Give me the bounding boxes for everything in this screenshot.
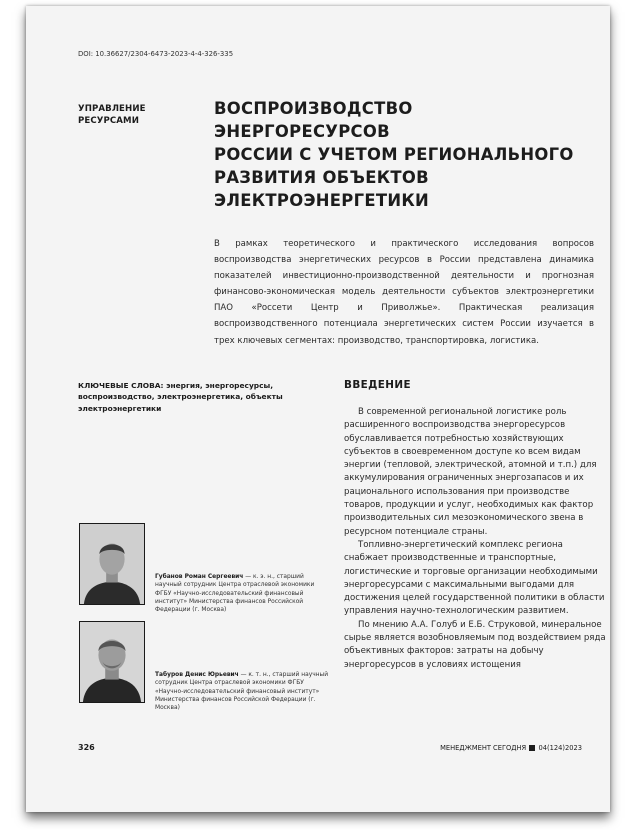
author-photo — [79, 523, 145, 605]
title-line: ВОСПРОИЗВОДСТВО ЭНЕРГОРЕСУРСОВ — [214, 99, 413, 141]
section-heading: ВВЕДЕНИЕ — [344, 379, 411, 391]
journal-issue: 04(124)2023 — [538, 744, 582, 752]
rubric — [78, 104, 146, 127]
rubric-line: РЕСУРСАМИ — [78, 115, 140, 126]
portrait-image — [80, 524, 144, 604]
title-line: РАЗВИТИЯ ОБЪЕКТОВ ЭЛЕКТРОЭНЕРГЕТИКИ — [214, 168, 430, 210]
author-name: Губанов Роман Сергеевич — [155, 574, 244, 580]
body-paragraph: В современной региональной логистике роль расширенного воспроизводства энергоресурсов обуславливается потребностью хозяйствующих субъектов в своевременном доступе ко всем видам энергии (тепловой, электрической, атомной и т.п.) для аккумулирования ограниченных энергозапасов и их рационального использования при производстве товаров, продукции и услуг, необходимых как фактор производительных сил мезоэкономического звена в ресурсном потенциале страны. — [344, 407, 597, 537]
author-description: — к. э. н., старший научный сотрудник Центра отраслевой экономики ФГБУ «Научно-исследовательский финансовый институт» Министерства финансов Российской Федерации (г. Москва) — [155, 574, 315, 614]
author-description: — к. т. н., старший научный сотрудник Центра отраслевой экономики ФГБУ «Научно-исследовательский финансовый институт» Министерства финансов Российской Федерации (г. Москва) — [155, 672, 329, 712]
body-paragraph: Топливно-энергетический комплекс региона снабжает производственные и транспортные, логистические и торговые организации необходимыми энергоресурсами с максимальными выгодами для достижения целей государственной политики в области управления научно-технологическим развитием. — [344, 539, 605, 617]
body-paragraph: По мнению А.А. Голуб и Е.Б. Струковой, минеральное сырье является возобновляемым под воздействием ряда объективных факторов: затраты на добычу энергоресурсов в условиях истощения — [344, 619, 606, 670]
square-separator-icon — [529, 745, 535, 751]
author-name: Табуров Денис Юрьевич — [155, 672, 239, 678]
author-info — [155, 671, 331, 712]
portrait-image — [80, 622, 144, 702]
article-title — [214, 97, 594, 212]
abstract: В рамках теоретического и практического исследования вопросов воспроизводства энергетических ресурсов в России представлена динамика показателей инвестиционно-производственной деятельности и прогнозная финансово-экономическая модель деятельности субъектов электроэнергетики ПАО «Россети Центр и Приволжье». Практическая реализация воспроизводственного потенциала энергетических систем России изучается в трех ключевых сегментах: производство, транспортировка, логистика. — [214, 239, 594, 346]
article-page — [26, 6, 610, 812]
doi: DOI: 10.36627/2304-6473-2023-4-4-326-335 — [78, 50, 234, 58]
page-number: 326 — [78, 743, 95, 752]
body-text — [344, 406, 608, 672]
rubric-line: УПРАВЛЕНИЕ — [78, 104, 146, 114]
keywords: КЛЮЧЕВЫЕ СЛОВА: энергия, энергоресурсы, воспроизводство, электроэнергетика, объекты электроэнергетики — [78, 381, 283, 413]
author-photo — [79, 621, 145, 703]
journal-footer — [432, 744, 582, 752]
title-line: РОССИИ С УЧЕТОМ РЕГИОНАЛЬНОГО — [214, 145, 574, 164]
author-info — [155, 573, 331, 614]
journal-name: МЕНЕДЖМЕНТ СЕГОДНЯ — [440, 744, 527, 752]
